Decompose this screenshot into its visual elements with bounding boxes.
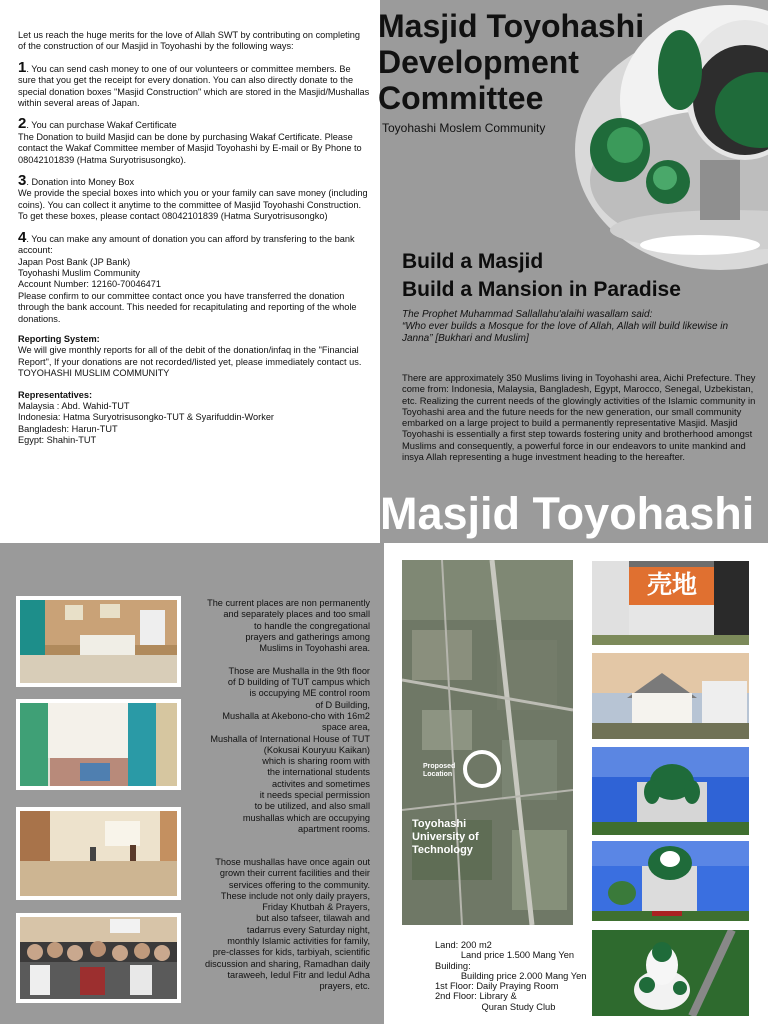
intro-text: Let us reach the huge merits for the love of Allah SWT by contributing on completing of the construction of our Masjid in Toyohashi by the following ways: (18, 30, 360, 52)
representatives-section (18, 390, 370, 447)
hadith-quote: The Prophet Muhammad Sallallahu'alaihi wasallam said: “Who ever builds a Mosque for the love of Allah, Allah will build likewise in Janna” [Bukhari and Muslim] (402, 309, 729, 344)
land-line: 1st Floor: Daily Praying Room (435, 981, 559, 992)
land-line: Quran Study Club (435, 1001, 556, 1012)
community-paragraph: There are approximately 350 Muslims living in Toyohashi area, Aichi Prefecture. They come from: Indonesia, Malaysia, Bangladesh, Egypt, Marocco, Senegal, Uzbekistan, etc. Realizing the current needs of the glowingly activities of the Islamic community in Toyohashi area and the future needs for the new generation, our small community embarked on a large project to build a permanently representative Masjid. Masjid Toyohashi is essentially a first step towards fostering unity and brotherhood amongst Muslims and consequently, a powerful force in our endeavors to unite mankind and insya Allah representing a huge investment heading to the hereafter. (402, 372, 756, 463)
masjid-render-photo-1 (592, 747, 749, 835)
current-mushallas-panel (0, 543, 384, 1024)
activities-text: Those mushallas have once again out grown their current facilities and their services offering to the community. These include not only daily prayers, Friday Khutbah & Prayers, but also tafseer, tilawah and tadarrus every Saturday night, monthly Islamic activities for family, pre-classes for kids, tarbiyah, scientific discussion and sharing, Ramadhan daily taraweeh, Iedul Fitr and Iedul Adha prayers, etc. (205, 857, 370, 992)
reporting-text: We will give monthly reports for all of the debit of the donation/infaq in the "Financial Report", If your donations are not recorded/listed yet, please immediately contact us. TOYOHASHI MUSLIM COMMUNITY (18, 345, 362, 379)
land-line: Land price 1.500 Mang Yen (435, 950, 575, 961)
donation-way-3 (18, 172, 370, 223)
proposed-location-panel (384, 543, 768, 1024)
committee-panel (380, 0, 768, 543)
land-sale-sign: 売地 (646, 571, 697, 599)
way-number: 2 (18, 115, 27, 133)
mushalla-photo-3 (16, 807, 181, 900)
donation-way-1 (18, 58, 370, 110)
masjid-banner: Masjid Toyohashi (380, 488, 755, 539)
way-text: . Donation into Money Box We provide the special boxes into which you or your family can save money (including coins). You can collect it anytime to the committee of Masjid Toyohashi Construction. To get these boxes, please contact 08042101839 (Hatma Suryotrisusongko) (18, 177, 368, 222)
way-number: 4 (18, 228, 27, 246)
committee-subtitle: Toyohashi Moslem Community (382, 121, 546, 135)
way-text: . You can purchase Wakaf Certificate The Donation to build Masjid can be done by purchasing Wakaf Certificate. Please contact the Wakaf Committee member of Masjid Toyohashi by E-mail or By Phone to 08042101839 (Hatma Suryotrisusongko). (18, 120, 362, 165)
donation-info-panel (0, 0, 380, 543)
proposed-location-label: Proposed Location (423, 763, 456, 778)
reporting-section (18, 334, 370, 380)
university-label: Toyohashi University of Technology (412, 818, 479, 856)
aerial-map-image (402, 560, 573, 925)
land-line: Building: (435, 960, 471, 971)
reporting-title: Reporting System: (18, 333, 100, 344)
land-line: Building price 2.000 Mang Yen (435, 970, 587, 981)
land-building-info (435, 940, 586, 1012)
representatives-list: Malaysia : Abd. Wahid-TUT Indonesia: Hatma Suryotrisusongko-TUT & Syarifuddin-Worker Bangladesh: Harun-TUT Egypt: Shahin-TUT (18, 400, 274, 446)
mushalla-photo-1 (16, 596, 181, 687)
committee-title: Masjid Toyohashi Development Committee (378, 8, 645, 116)
mushalla-photo-2 (16, 699, 181, 790)
way-number: 3 (18, 172, 27, 190)
representatives-title: Representatives: (18, 389, 93, 400)
donation-way-2 (18, 115, 370, 166)
mushalla-photo-4 (16, 913, 181, 1003)
headline: Build a Masjid Build a Mansion in Paradise (402, 250, 681, 301)
site-houses-photo (592, 653, 749, 739)
masjid-render-photo-2 (592, 841, 749, 921)
land-line: 2nd Floor: Library & (435, 991, 517, 1002)
way-text: . You can send cash money to one of our volunteers or committee members. Be sure that you get the receipt for every donation. You can also directly donate to the special donation boxes "Masjid Construction" which are stored in the Masjid/Mushallas within several areas of Japan. (18, 63, 370, 109)
way-text: . You can make any amount of donation you can afford by transfering to the bank account: Japan Post Bank (JP Bank) Toyohashi Muslim Community Account Number: 12160-70046471 Please confirm to our committee contact once you have transferred the donation through the bank account. This needed for recapitulating and reporting of the whole donations. (18, 233, 357, 324)
current-places-text: The current places are non permanently and separately places and too small to handle the congregational prayers and gatherings among Muslims in Toyohashi area. Those are Mushalla in the 9th floor of D building of TUT campus which is occupying ME control room of D Building, Mushalla at Akebono-cho with 16m2 space area, Mushalla of International House of TUT (Kokusai Kouryuu Kaikan) which is sharing room with the international students activites and sometimes it needs special permission to be utilized, and also small mushallas which are occupying apartment rooms. (207, 598, 370, 834)
way-number: 1 (18, 58, 27, 76)
masjid-render-photo-3 (592, 930, 749, 1016)
land-line: Land: 200 m2 (435, 940, 492, 950)
donation-way-4 (18, 228, 370, 325)
land-for-sale-photo (592, 561, 749, 645)
